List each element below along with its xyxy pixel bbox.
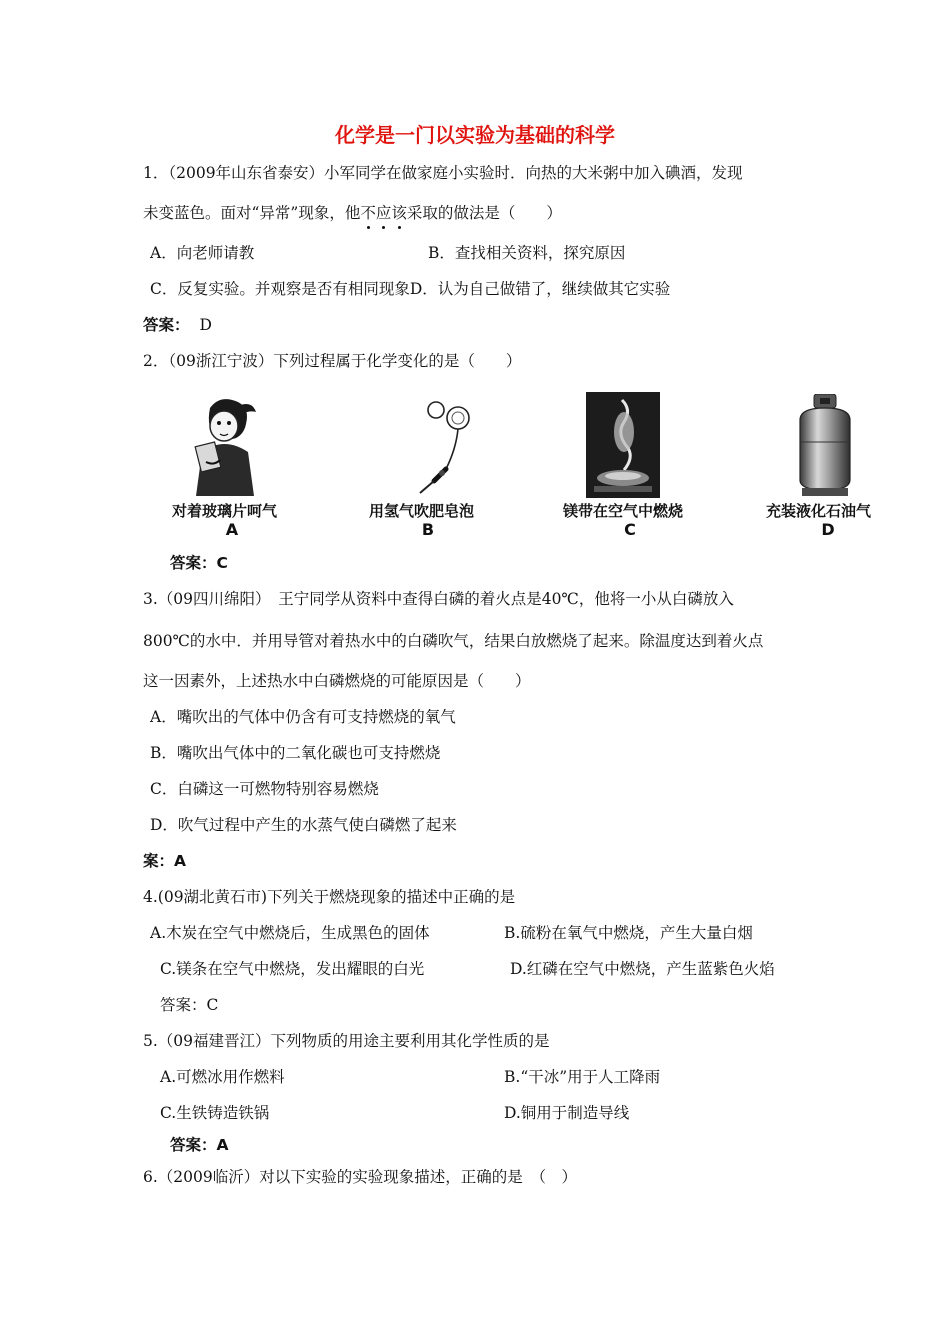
q4-line: 4.(09湖北黄石市)下列关于燃烧现象的描述中正确的是 (143, 888, 516, 906)
q4-option-c: C.镁条在空气中燃烧，发出耀眼的白光 (160, 960, 425, 978)
q3-line3: 这一因素外，上述热水中白磷燃烧的可能原因是（ ） (143, 672, 531, 690)
q1-answer (143, 315, 212, 335)
figure-letter: C (624, 520, 636, 539)
figure-hydrogen-soap-bubble (398, 398, 478, 498)
figure-lpg-cylinder (792, 394, 858, 498)
figure-caption: 镁带在空气中燃烧 (563, 502, 684, 520)
q2-line: 2．（09浙江宁波）下列过程属于化学变化的是（ ） (143, 352, 522, 370)
q3-option-d: D．吹气过程中产生的水蒸气使白磷燃了起来 (150, 816, 457, 834)
q3-option-a: A．嘴吹出的气体中仍含有可支持燃烧的氧气 (150, 708, 456, 726)
figure-caption: 对着玻璃片呵气 (172, 502, 278, 520)
q5-line: 5.（09福建晋江）下列物质的用途主要利用其化学性质的是 (143, 1032, 550, 1050)
q4-answer: 答案：C (160, 996, 219, 1014)
q5-answer: 答案：A (170, 1136, 229, 1154)
q1-option-cd: C．反复实验。并观察是否有相同现象D．认为自己做错了，继续做其它实验 (150, 280, 671, 298)
emphasis-char: 不 (360, 204, 376, 222)
q1-option-a: A．向老师请教 (150, 244, 255, 262)
figure-girl-breathing-on-glass (180, 392, 270, 498)
figure-caption: 充装液化石油气 (766, 502, 872, 520)
q4-option-d: D.红磷在空气中燃烧，产生蓝紫色火焰 (510, 960, 775, 978)
q1-line2 (143, 203, 562, 223)
q3-line2: 800℃的水中．并用导管对着热水中的白磷吹气，结果白放燃烧了起来。除温度达到着火点 (143, 632, 764, 650)
q4-option-a: A.木炭在空气中燃烧后，生成黑色的固体 (150, 924, 430, 942)
figure-magnesium-burning (586, 392, 660, 498)
page-title: 化学是一门以实验为基础的科学 (335, 123, 615, 147)
emphasis-char: 应 (375, 204, 392, 222)
answer-value: D (199, 316, 212, 334)
figure-letter: D (821, 520, 835, 539)
figure-caption: 用氢气吹肥皂泡 (369, 502, 475, 520)
q1-option-b: B．查找相关资料，探究原因 (428, 244, 626, 262)
q4-option-b: B.硫粉在氧气中燃烧，产生大量白烟 (504, 924, 753, 942)
q3-answer: 案：A (143, 852, 186, 870)
q1-line2-post: 采取的做法是（ ） (406, 204, 562, 222)
figure-letter: A (225, 520, 239, 539)
q5-option-a: A.可燃冰用作燃料 (160, 1068, 285, 1086)
q2-answer: 答案：C (170, 554, 228, 572)
emphasis-char: 该 (391, 204, 407, 222)
answer-label: 答案： (143, 316, 190, 334)
q3-line1: 3.（09四川绵阳） 王宁同学从资料中查得白磷的着火点是40℃，他将一小从白磷放入 (143, 590, 734, 608)
q3-option-c: C．白磷这一可燃物特别容易燃烧 (150, 780, 379, 798)
figure-letter: B (421, 520, 435, 539)
q5-option-b: B.“干冰”用于人工降雨 (504, 1068, 661, 1086)
q1-line1: 1．（2009年山东省泰安）小军同学在做家庭小实验时．向热的大米粥中加入碘酒，发现 (143, 164, 743, 182)
q3-option-b: B．嘴吹出气体中的二氧化碳也可支持燃烧 (150, 744, 441, 762)
q5-option-c: C.生铁铸造铁锅 (160, 1104, 270, 1122)
q6-line: 6.（2009临沂）对以下实验的实验现象描述，正确的是 （ ） (143, 1168, 577, 1186)
q1-line2-pre: 未变蓝色。面对“异常”现象，他 (143, 204, 361, 222)
q5-option-d: D.铜用于制造导线 (504, 1104, 630, 1122)
